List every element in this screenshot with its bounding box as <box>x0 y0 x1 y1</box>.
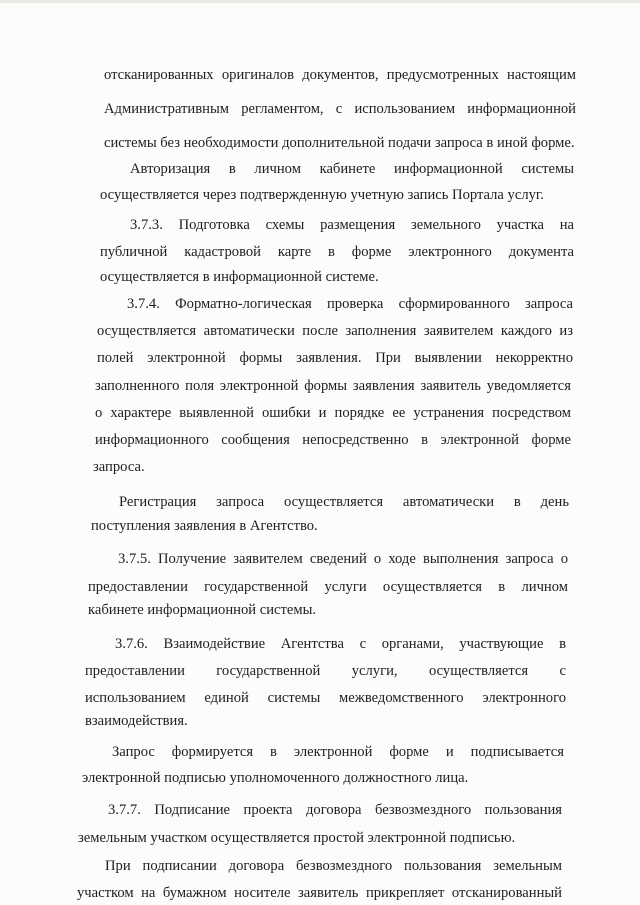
text-line: 3.7.3. Подготовка схемы размещения земельного участка на <box>130 217 574 233</box>
text-line: предоставлении государственной услуги, осуществляется с <box>85 663 566 679</box>
text-line: При подписании договора безвозмездного пользования земельным <box>105 858 562 874</box>
text-line: Авторизация в личном кабинете информационной системы <box>130 161 574 177</box>
text-line: системы без необходимости дополнительной подачи запроса в иной форме. <box>104 135 575 151</box>
text-line: 3.7.4. Форматно-логическая проверка сформированного запроса <box>127 296 573 312</box>
text-line: земельным участком осуществляется простой электронной подписью. <box>78 830 516 846</box>
text-line: полей электронной формы заявления. При выявлении некорректно <box>97 350 573 366</box>
text-line: взаимодействия. <box>85 713 188 729</box>
page-top-edge <box>0 0 640 3</box>
text-line: заполненного поля электронной формы заявления заявитель уведомляется <box>95 378 571 394</box>
text-line: Запрос формируется в электронной форме и подписывается <box>112 744 564 760</box>
text-line: предоставлении государственной услуги осуществляется в личном <box>88 579 568 595</box>
text-line: участком на бумажном носителе заявитель прикрепляет отсканированный <box>77 885 562 901</box>
text-line: запроса. <box>93 459 145 475</box>
text-line: использованием единой системы межведомственного электронного <box>85 690 566 706</box>
text-line: Регистрация запроса осуществляется автоматически в день <box>119 494 569 510</box>
text-line: о характере выявленной ошибки и порядке ее устранения посредством <box>95 405 571 421</box>
text-line: кабинете информационной системы. <box>88 602 317 618</box>
text-line: осуществляется через подтвержденную учетную запись Портала услуг. <box>100 187 544 203</box>
text-line: поступления заявления в Агентство. <box>91 518 318 534</box>
text-line: 3.7.6. Взаимодействие Агентства с органами, участвующие в <box>115 636 566 652</box>
text-line: 3.7.5. Получение заявителем сведений о ходе выполнения запроса о <box>118 551 568 567</box>
text-line: информационного сообщения непосредственно в электронной форме <box>95 432 571 448</box>
text-line: электронной подписью уполномоченного должностного лица. <box>82 770 469 786</box>
text-line: Административным регламентом, с использованием информационной <box>104 101 576 117</box>
text-line: отсканированных оригиналов документов, предусмотренных настоящим <box>104 67 576 83</box>
text-line: осуществляется автоматически после заполнения заявителем каждого из <box>97 323 573 339</box>
text-line: публичной кадастровой карте в форме электронного документа <box>100 244 574 260</box>
text-line: осуществляется в информационной системе. <box>100 269 379 285</box>
text-line: 3.7.7. Подписание проекта договора безвозмездного пользования <box>108 802 562 818</box>
